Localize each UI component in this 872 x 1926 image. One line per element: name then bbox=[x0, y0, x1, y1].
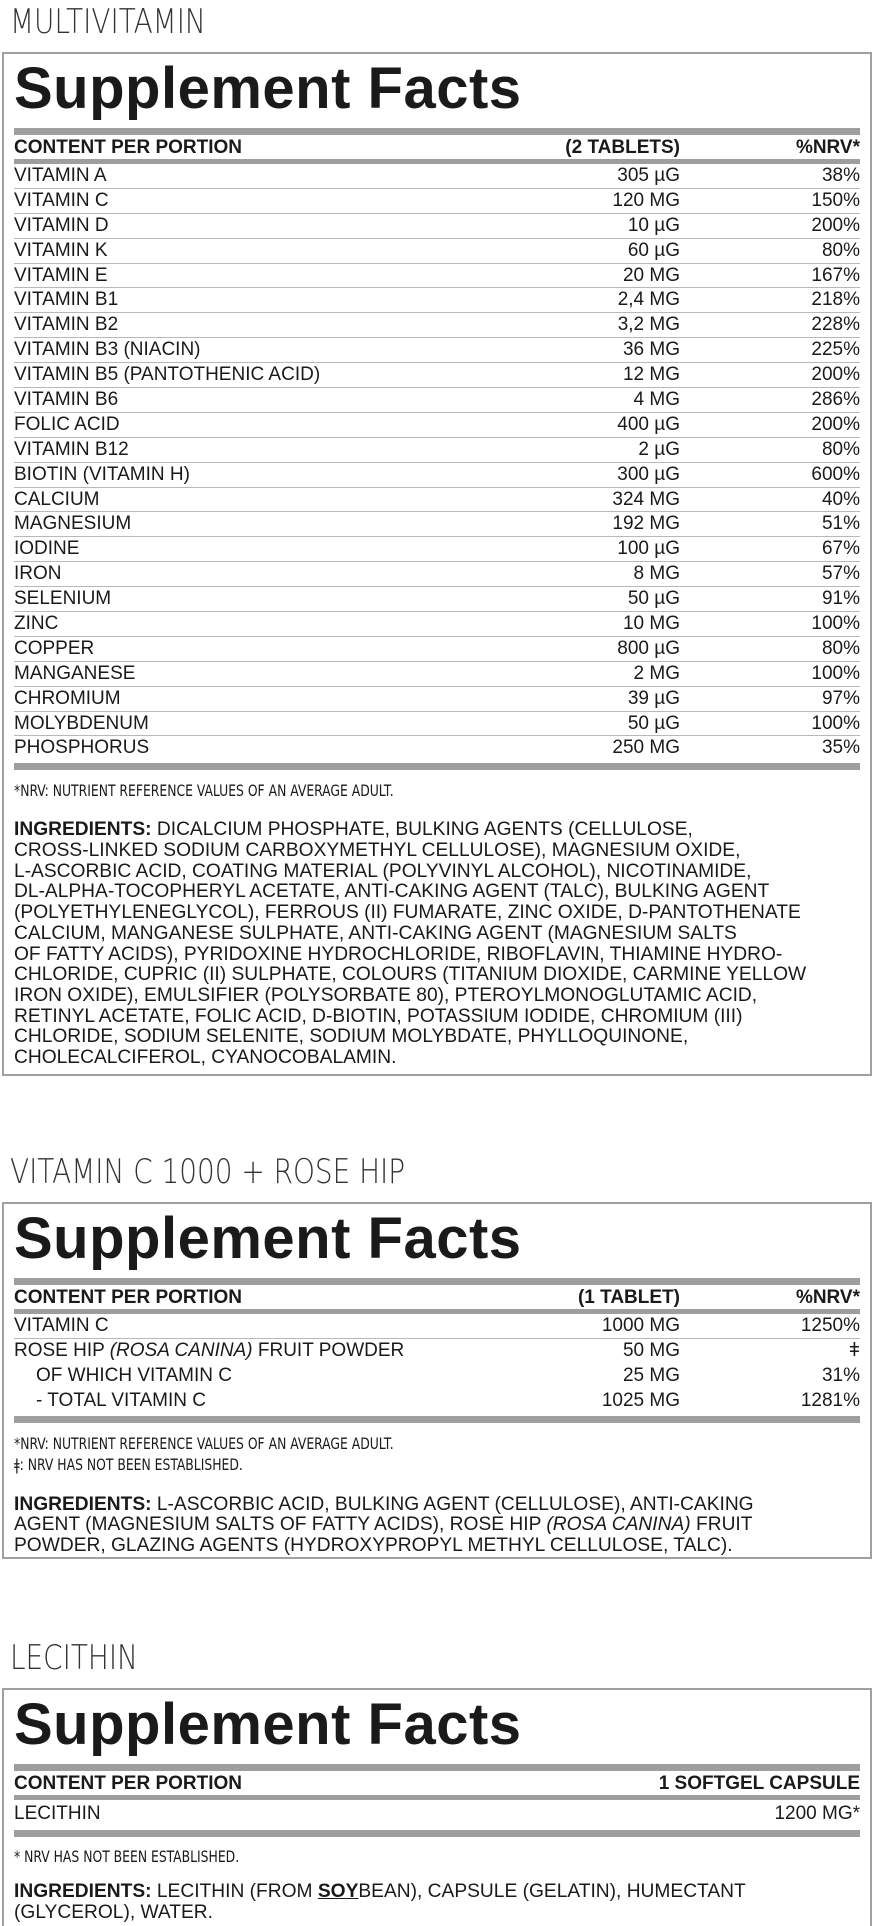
row-name: VITAMIN B2 bbox=[14, 314, 119, 336]
row-nrv: 97% bbox=[821, 687, 860, 709]
header-portion: (2 TABLETS) bbox=[565, 137, 680, 158]
supplement-facts-panel-lecithin bbox=[2, 1688, 872, 1926]
ingredients-part: BEAN), CAPSULE (GELATIN), HUMECTANT bbox=[358, 1881, 746, 1902]
row-nrv: 40% bbox=[821, 488, 860, 510]
row-name: VITAMIN D bbox=[14, 214, 109, 236]
ingredients-text bbox=[14, 1495, 860, 1557]
row-amount: 192 MG bbox=[612, 513, 680, 535]
row-amount: 100 µG bbox=[617, 538, 680, 560]
row-nrv: 80% bbox=[821, 438, 860, 460]
ingredients-line: POWDER, GLAZING AGENTS (HYDROXYPROPYL METHYL CELLULOSE, TALC). bbox=[14, 1534, 733, 1556]
allergen-soy: SOY bbox=[317, 1881, 359, 1902]
ingredients-line: CROSS-LINKED SODIUM CARBOXYMETHYL CELLULOSE), MAGNESIUM OXIDE, bbox=[14, 840, 741, 862]
row-amount: 2,4 MG bbox=[617, 289, 680, 311]
header-portion: (1 TABLET) bbox=[577, 1287, 680, 1308]
row-name: COPPER bbox=[14, 637, 95, 659]
ingredients-line: CALCIUM, MANGANESE SULPHATE, ANTI-CAKING AGENT (MAGNESIUM SALTS bbox=[14, 922, 737, 944]
row-nrv: ǂ bbox=[848, 1339, 860, 1361]
row-name: VITAMIN E bbox=[14, 264, 108, 286]
table-row bbox=[14, 288, 860, 313]
row-amount: 25 MG bbox=[622, 1364, 680, 1386]
row-amount: 8 MG bbox=[633, 563, 680, 585]
row-name: LECITHIN bbox=[14, 1803, 101, 1824]
ingredients-line: OF FATTY ACIDS), PYRIDOXINE HYDROCHLORIDE, RIBOFLAVIN, THIAMINE HYDRO- bbox=[14, 943, 783, 965]
table-row bbox=[14, 712, 860, 737]
footnote-nrv: *NRV: NUTRIENT REFERENCE VALUES OF AN AVERAGE ADULT. bbox=[14, 1433, 394, 1453]
row-name: FOLIC ACID bbox=[14, 413, 120, 435]
row-nrv: 1250% bbox=[800, 1315, 860, 1336]
row-nrv: 225% bbox=[811, 339, 860, 361]
row-nrv: 200% bbox=[811, 214, 860, 236]
row-name: ZINC bbox=[14, 613, 59, 635]
ingredients-latin: (ROSA CANINA) bbox=[546, 1514, 691, 1536]
ingredients-label: INGREDIENTS: bbox=[14, 819, 152, 841]
row-amount: 324 MG bbox=[612, 488, 680, 510]
table-row bbox=[14, 463, 860, 488]
table-row bbox=[14, 438, 860, 463]
divider bbox=[14, 1764, 860, 1771]
nutrient-table bbox=[14, 164, 860, 761]
row-name: VITAMIN K bbox=[14, 239, 108, 261]
table-row bbox=[14, 239, 860, 264]
row-nrv: 167% bbox=[811, 264, 860, 286]
supplement-facts-panel-multivitamin bbox=[2, 52, 872, 1076]
ingredients-line: CHLORIDE, SODIUM SELENITE, SODIUM MOLYBDATE, PHYLLOQUINONE, bbox=[14, 1026, 689, 1048]
table-row bbox=[14, 1389, 860, 1414]
row-amount: 2 MG bbox=[633, 662, 680, 684]
row-amount: 305 µG bbox=[617, 165, 680, 186]
table-row bbox=[14, 587, 860, 612]
table-row bbox=[14, 512, 860, 537]
row-amount: 3,2 MG bbox=[617, 314, 680, 336]
row-amount: 300 µG bbox=[617, 463, 680, 485]
ingredients-line: DL-ALPHA-TOCOPHERYL ACETATE, ANTI-CAKING AGENT (TALC), BULKING AGENT bbox=[14, 881, 770, 903]
ingredients-line: CHOLECALCIFEROL, CYANOCOBALAMIN. bbox=[14, 1047, 397, 1069]
row-amount: 1200 MG* bbox=[774, 1803, 860, 1824]
table-row bbox=[14, 736, 860, 761]
row-name: VITAMIN B6 bbox=[14, 389, 119, 411]
table-row bbox=[14, 338, 860, 363]
row-name: VITAMIN B1 bbox=[14, 289, 119, 311]
ingredients-line: (POLYETHYLENEGLYCOL), FERROUS (II) FUMARATE, ZINC OXIDE, D-PANTOTHENATE bbox=[14, 902, 801, 924]
row-nrv: 35% bbox=[821, 737, 860, 759]
table-row bbox=[14, 264, 860, 289]
row-nrv: 1281% bbox=[800, 1389, 860, 1411]
header-nrv: %NRV* bbox=[795, 1287, 860, 1308]
ingredients-line: RETINYL ACETATE, FOLIC ACID, D-BIOTIN, POTASSIUM IODIDE, CHROMIUM (III) bbox=[14, 1005, 743, 1027]
footnote-nrv: *NRV: NUTRIENT REFERENCE VALUES OF AN AVERAGE ADULT. bbox=[14, 781, 394, 801]
ingredients-text bbox=[14, 820, 860, 1068]
row-nrv: 286% bbox=[811, 389, 860, 411]
panel-title: Supplement Facts bbox=[14, 1692, 522, 1757]
divider bbox=[14, 128, 860, 135]
row-name: VITAMIN B5 (PANTOTHENIC ACID) bbox=[14, 364, 321, 386]
row-name: IODINE bbox=[14, 538, 80, 560]
table-row bbox=[14, 488, 860, 513]
row-name: SELENIUM bbox=[14, 588, 112, 610]
row-name: MAGNESIUM bbox=[14, 513, 132, 535]
row-nrv: 31% bbox=[821, 1364, 860, 1386]
table-row bbox=[14, 637, 860, 662]
row-name: PHOSPHORUS bbox=[14, 737, 150, 759]
table-row bbox=[14, 413, 860, 438]
row-amount: 2 µG bbox=[638, 438, 680, 460]
ingredients-line: L-ASCORBIC ACID, BULKING AGENT (CELLULOSE), ANTI-CAKING bbox=[156, 1493, 754, 1515]
row-name: VITAMIN C bbox=[14, 189, 109, 211]
table-row bbox=[14, 189, 860, 214]
row-amount: 120 MG bbox=[612, 189, 680, 211]
divider bbox=[14, 1830, 860, 1837]
row-amount: 10 MG bbox=[622, 613, 680, 635]
table-row bbox=[14, 388, 860, 413]
header-nrv: %NRV* bbox=[795, 137, 860, 158]
ingredients-line: AGENT (MAGNESIUM SALTS OF FATTY ACIDS), ROSE HIP bbox=[14, 1514, 547, 1536]
ingredients-part: (GLYCEROL), WATER. bbox=[14, 1901, 213, 1923]
row-amount: 36 MG bbox=[622, 339, 680, 361]
row-amount: 800 µG bbox=[617, 637, 680, 659]
ingredients-line: L-ASCORBIC ACID, COATING MATERIAL (POLYVINYL ALCOHOL), NICOTINAMIDE, bbox=[14, 860, 752, 882]
ingredients-part: LECITHIN (FROM bbox=[156, 1881, 318, 1902]
table-row bbox=[14, 1339, 860, 1364]
divider bbox=[14, 1278, 860, 1285]
row-name-part: FRUIT POWDER bbox=[252, 1339, 405, 1361]
ingredients-list bbox=[14, 819, 806, 1068]
row-name bbox=[14, 1339, 404, 1363]
row-name: VITAMIN A bbox=[14, 165, 107, 186]
row-amount: 400 µG bbox=[617, 413, 680, 435]
row-name: CHROMIUM bbox=[14, 687, 121, 709]
row-name: VITAMIN B12 bbox=[14, 438, 129, 460]
table-header bbox=[14, 1771, 860, 1795]
row-amount: 50 MG bbox=[622, 1339, 680, 1361]
ingredients-line: CHLORIDE, CUPRIC (II) SULPHATE, COLOURS (TITANIUM DIOXIDE, CARMINE YELLOW bbox=[14, 964, 807, 986]
row-name: VITAMIN C bbox=[14, 1315, 109, 1336]
row-nrv: 100% bbox=[811, 662, 860, 684]
divider bbox=[14, 1416, 860, 1423]
row-amount: 50 µG bbox=[627, 588, 680, 610]
supplement-facts-panel-vitamin-c bbox=[2, 1202, 872, 1559]
row-amount: 10 µG bbox=[627, 214, 680, 236]
row-nrv: 80% bbox=[821, 239, 860, 261]
row-nrv: 150% bbox=[811, 189, 860, 211]
product-title-multivitamin: MULTIVITAMIN bbox=[10, 2, 206, 42]
row-amount: 1025 MG bbox=[601, 1389, 680, 1411]
row-name-latin: (ROSA CANINA) bbox=[109, 1339, 253, 1361]
table-row bbox=[14, 1800, 860, 1828]
row-amount: 4 MG bbox=[633, 389, 680, 411]
row-nrv: 100% bbox=[811, 712, 860, 734]
row-nrv: 200% bbox=[811, 364, 860, 386]
row-amount: 12 MG bbox=[622, 364, 680, 386]
product-title-vitamin-c: VITAMIN C 1000 + ROSE HIP bbox=[10, 1152, 406, 1192]
row-nrv: 67% bbox=[821, 538, 860, 560]
table-row bbox=[14, 214, 860, 239]
row-nrv: 91% bbox=[821, 588, 860, 610]
table-row bbox=[14, 1364, 860, 1389]
row-name: MANGANESE bbox=[14, 662, 136, 684]
row-nrv: 80% bbox=[821, 637, 860, 659]
row-nrv: 100% bbox=[811, 613, 860, 635]
row-amount: 60 µG bbox=[627, 239, 680, 261]
header-content: CONTENT PER PORTION bbox=[14, 137, 243, 158]
divider bbox=[14, 763, 860, 770]
row-nrv: 228% bbox=[811, 314, 860, 336]
row-name: - TOTAL VITAMIN C bbox=[36, 1389, 206, 1411]
row-name: CALCIUM bbox=[14, 488, 100, 510]
product-title-lecithin: LECITHIN bbox=[10, 1638, 138, 1678]
table-row bbox=[14, 687, 860, 712]
ingredients-line: FRUIT bbox=[690, 1514, 753, 1536]
row-name: BIOTIN (VITAMIN H) bbox=[14, 463, 190, 485]
panel-title: Supplement Facts bbox=[14, 1206, 522, 1271]
table-row bbox=[14, 313, 860, 338]
row-nrv: 600% bbox=[811, 463, 860, 485]
ingredients-label: INGREDIENTS: bbox=[14, 1881, 152, 1902]
row-nrv: 57% bbox=[821, 563, 860, 585]
footnote-not-established: * NRV HAS NOT BEEN ESTABLISHED. bbox=[14, 1847, 240, 1866]
row-name: VITAMIN B3 (NIACIN) bbox=[14, 339, 201, 361]
footnote-not-established: ǂ: NRV HAS NOT BEEN ESTABLISHED. bbox=[14, 1454, 243, 1474]
table-row bbox=[14, 363, 860, 388]
ingredients-label: INGREDIENTS: bbox=[14, 1493, 152, 1515]
header-portion: 1 SOFTGEL CAPSULE bbox=[658, 1773, 860, 1794]
table-row bbox=[14, 612, 860, 637]
row-nrv: 200% bbox=[811, 413, 860, 435]
row-nrv: 51% bbox=[821, 513, 860, 535]
header-content: CONTENT PER PORTION bbox=[14, 1287, 243, 1308]
row-amount: 50 µG bbox=[627, 712, 680, 734]
row-amount: 1000 MG bbox=[601, 1315, 680, 1336]
table-row bbox=[14, 164, 860, 189]
table-row bbox=[14, 562, 860, 587]
row-name: IRON bbox=[14, 563, 62, 585]
ingredients-text bbox=[14, 1882, 860, 1923]
ingredients-line: IRON OXIDE), EMULSIFIER (POLYSORBATE 80), PTEROYLMONOGLUTAMIC ACID, bbox=[14, 985, 758, 1006]
row-nrv: 38% bbox=[821, 165, 860, 186]
row-amount: 39 µG bbox=[627, 687, 680, 709]
row-name: OF WHICH VITAMIN C bbox=[36, 1364, 232, 1386]
row-name-part: ROSE HIP bbox=[14, 1339, 110, 1361]
row-nrv: 218% bbox=[811, 289, 860, 311]
table-row bbox=[14, 537, 860, 562]
ingredients-line: DICALCIUM PHOSPHATE, BULKING AGENTS (CELLULOSE, bbox=[156, 819, 693, 841]
table-header bbox=[14, 1285, 860, 1309]
row-name: MOLYBDENUM bbox=[14, 712, 149, 734]
table-row bbox=[14, 662, 860, 687]
row-amount: 20 MG bbox=[622, 264, 680, 286]
panel-title: Supplement Facts bbox=[14, 56, 522, 121]
table-row bbox=[14, 1314, 860, 1339]
header-content: CONTENT PER PORTION bbox=[14, 1773, 243, 1794]
table-header bbox=[14, 135, 860, 159]
row-amount: 250 MG bbox=[612, 737, 680, 759]
